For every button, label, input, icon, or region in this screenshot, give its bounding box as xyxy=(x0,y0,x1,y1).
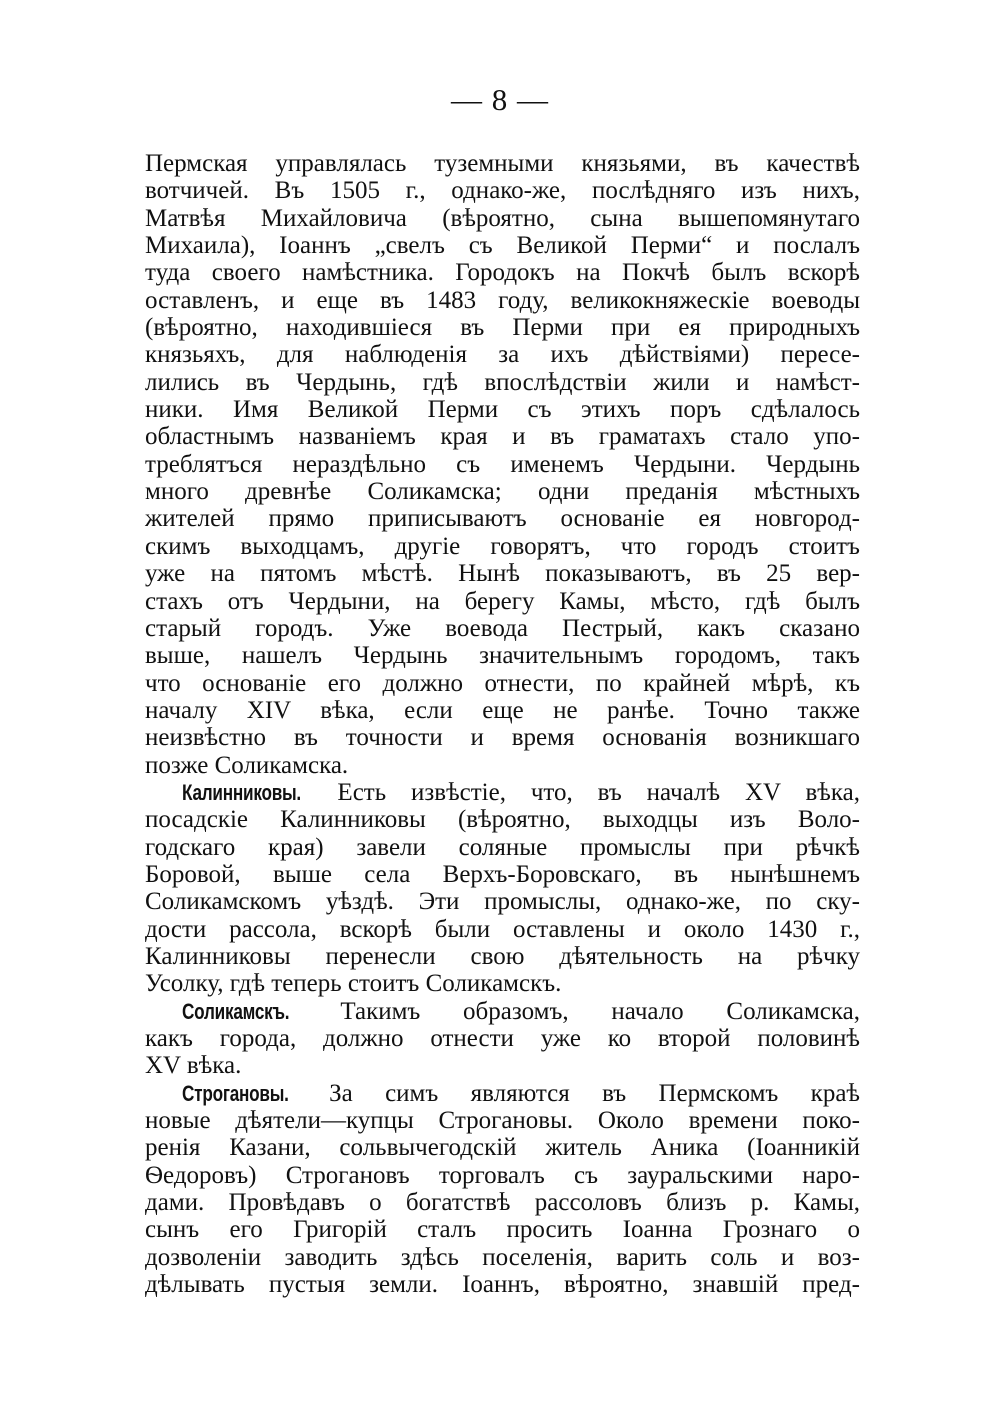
text-line: Пермская управлялась туземными князьями, въ качествѣ xyxy=(145,150,860,177)
text-line: что основаніе его должно отнести, по крайней мѣрѣ, къ xyxy=(145,669,860,697)
text-body xyxy=(145,150,860,1298)
text-line: Михаила), Іоаннъ „свелъ съ Великой Перми“ и послалъ xyxy=(145,232,860,260)
text-line: какъ города, должно отнести уже ко второй половинѣ xyxy=(145,1025,860,1052)
text-line: ренія Казани, сольвычегодскій житель Аника (Іоанникій xyxy=(145,1134,860,1162)
text-line: дѣлывать пустыя земли. Іоаннъ, вѣроятно, знавшій пред- xyxy=(145,1271,860,1299)
text-run: За симъ являются въ Пермскомъ краѣ xyxy=(329,1079,860,1107)
text-line: треблятъся нераздѣльно съ именемъ Чердыни. Чердынь xyxy=(145,450,860,478)
text-line: ники. Имя Великой Перми съ этихъ поръ сдѣлалось xyxy=(145,396,860,424)
paragraph-first-line xyxy=(145,998,860,1025)
page-number: — 8 — xyxy=(451,82,549,117)
text-line: князьяхъ, для наблюденія за ихъ дѣйствіями) пересе- xyxy=(145,341,860,369)
text-line: уже на пятомъ мѣстѣ. Нынѣ показываютъ, въ 25 вер- xyxy=(145,560,860,588)
text-line: жителей прямо приписываютъ основаніе ея новгород- xyxy=(145,505,860,533)
text-run: Есть извѣстіе, что, въ началѣ XV вѣка, xyxy=(337,778,860,806)
text-line: стахъ отъ Чердыни, на берегу Камы, мѣсто, гдѣ былъ xyxy=(145,587,860,615)
text-line: дозволеніи заводить здѣсь поселенія, варить соль и воз- xyxy=(145,1243,860,1271)
text-line: Усолку, гдѣ теперь стоитъ Соликамскъ. xyxy=(145,970,562,998)
text-line: сынъ его Григорій сталъ просить Іоанна Грознаго о xyxy=(145,1216,860,1244)
text-line: новые дѣятели—купцы Строгановы. Около времени поко- xyxy=(145,1107,860,1135)
text-line: дами. Провѣдавъ о богатствѣ рассоловъ близъ р. Камы, xyxy=(145,1189,860,1217)
paragraph-first-line xyxy=(145,779,860,806)
text-line: Ѳедоровъ) Строгановъ торговалъ съ зауральскими наро- xyxy=(145,1161,860,1189)
section-heading-kalinnikovy: Калинниковы. xyxy=(182,779,301,805)
text-line: началу XIV вѣка, если еще не ранѣе. Точно также xyxy=(145,696,860,724)
text-line: XV вѣка. xyxy=(145,1052,242,1080)
text-line: годскаго края) завели соляные промыслы при рѣчкѣ xyxy=(145,833,860,861)
text-line: неизвѣстно въ точности и время основанія возникшаго xyxy=(145,724,860,752)
text-line: старый городъ. Уже воевода Пестрый, какъ сказано xyxy=(145,614,860,642)
text-line: областнымъ названіемъ края и въ граматахъ стало упо- xyxy=(145,423,860,451)
text-line: выше, нашелъ Чердынь значительнымъ городомъ, такъ xyxy=(145,642,860,670)
text-line: Калинниковы перенесли свою дѣятельность на рѣчку xyxy=(145,942,860,970)
text-line: Боровой, выше села Верхъ-Боровскаго, въ нынѣшнемъ xyxy=(145,860,860,888)
text-line: вотчичей. Въ 1505 г., однако-же, послѣдняго изъ нихъ, xyxy=(145,177,860,205)
text-line: много древнѣе Соликамска; одни преданія мѣстныхъ xyxy=(145,478,860,506)
text-line: посадскіе Калинниковы (вѣроятно, выходцы изъ Воло- xyxy=(145,806,860,834)
text-line: (вѣроятно, находившіеся въ Перми при ея природныхъ xyxy=(145,314,860,342)
paragraph-first-line xyxy=(145,1080,860,1107)
text-line: лились въ Чердынь, гдѣ впослѣдствіи жили и намѣст- xyxy=(145,368,860,396)
text-run: Такимъ образомъ, начало Соликамска, xyxy=(340,997,860,1025)
text-line: скимъ выходцамъ, другіе говорятъ, что городъ стоитъ xyxy=(145,532,860,560)
text-line: позже Соликамска. xyxy=(145,751,349,779)
section-heading-stroganovy: Строгановы. xyxy=(182,1080,289,1106)
text-line: оставленъ, и еще въ 1483 году, великокняжескіе воеводы xyxy=(145,286,860,314)
text-line: туда своего намѣстника. Городокъ на Покчѣ былъ вскорѣ xyxy=(145,259,860,287)
text-line: дости рассола, вскорѣ были оставлены и около 1430 г., xyxy=(145,915,860,943)
section-heading-solikamsk: Соликамскъ. xyxy=(182,998,290,1024)
text-line: Матвѣя Михайловича (вѣроятно, сына вышепомянутаго xyxy=(145,204,860,232)
text-line: Соликамскомъ уѣздѣ. Эти промыслы, однако-же, по ску- xyxy=(145,888,860,916)
